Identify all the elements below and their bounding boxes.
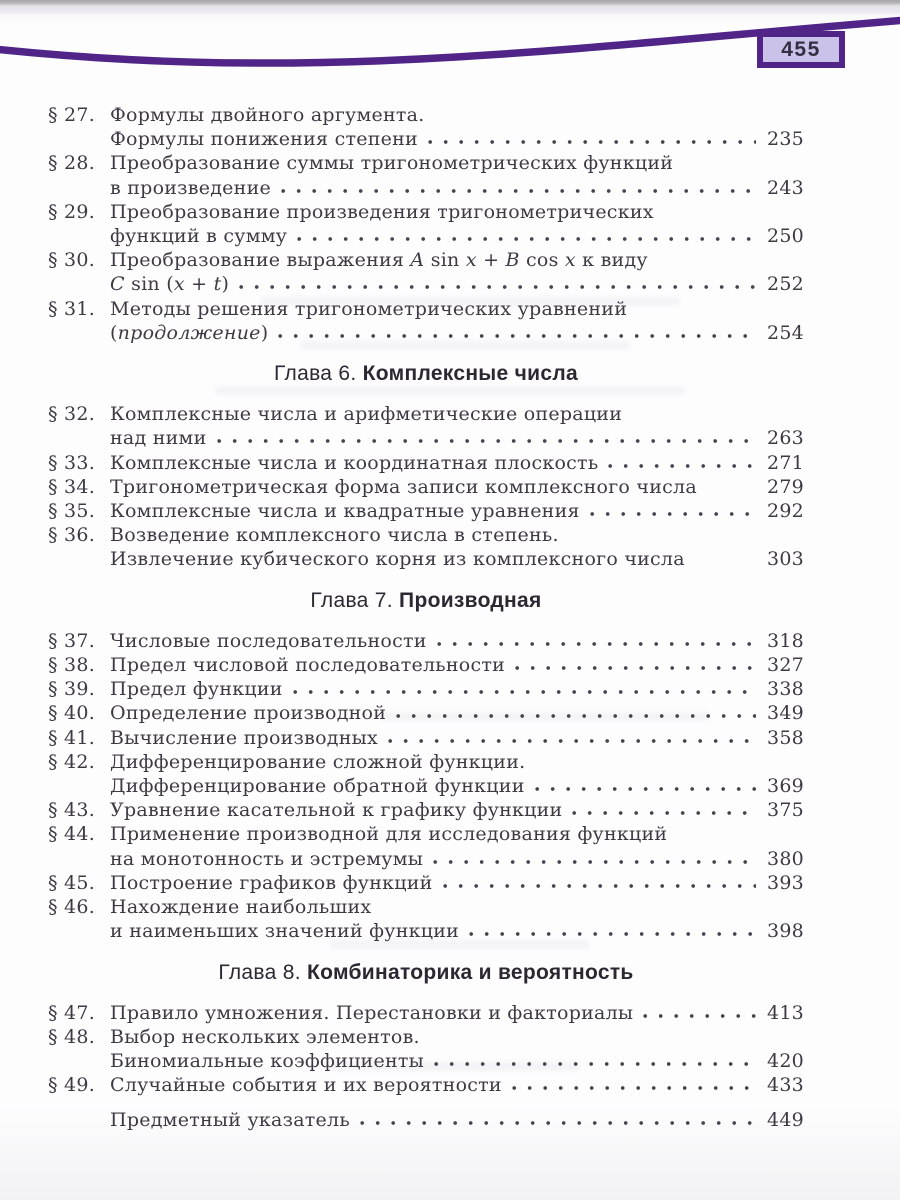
entry-line [110, 1025, 804, 1049]
entry-page-number: 349 [766, 702, 804, 725]
text-segment: ) [260, 321, 269, 344]
text-segment: в произведение [110, 176, 271, 199]
dot-leader [388, 738, 756, 744]
entry-text [110, 127, 418, 151]
text-segment: Выбор нескольких элементов. [110, 1025, 420, 1048]
toc-entry [48, 677, 804, 701]
entry-lines [110, 677, 804, 701]
toc-section [48, 103, 804, 345]
paragraph-label: § 43. [48, 799, 96, 822]
dot-leader [278, 333, 756, 339]
entry-line [110, 547, 804, 571]
text-segment: Преобразование суммы тригонометрических функций [110, 152, 674, 175]
entry-line [110, 523, 804, 547]
entry-page-number: 413 [766, 1001, 804, 1024]
entry-text [110, 451, 598, 475]
entry-line [110, 1073, 804, 1097]
entry-page-number: 271 [766, 451, 804, 474]
paragraph-label: § 47. [48, 1001, 96, 1024]
toc-section [48, 1108, 804, 1132]
paragraph-label: § 42. [48, 750, 96, 773]
dot-leader [396, 713, 756, 719]
dot-leader [590, 511, 756, 517]
entry-text [110, 402, 622, 426]
entry-lines [110, 523, 804, 571]
entry-page-number: 279 [766, 475, 804, 498]
paragraph-label [48, 1108, 110, 1132]
entry-text [110, 176, 271, 200]
entry-text [110, 475, 697, 499]
toc-entry [48, 499, 804, 523]
entry-page-number: 398 [766, 920, 804, 943]
dot-leader [239, 284, 756, 290]
entry-line [110, 919, 804, 943]
dot-leader [360, 1120, 756, 1126]
dot-leader [515, 665, 756, 671]
toc-entry [48, 750, 804, 798]
entry-page-number: 303 [766, 548, 804, 571]
chapter-heading [48, 961, 804, 985]
entry-lines [110, 798, 804, 822]
chapter-title: Комбинаторика и вероятность [306, 960, 634, 984]
entry-lines [110, 1073, 804, 1097]
paragraph-label: § 27. [48, 104, 96, 126]
entry-line [110, 726, 804, 750]
text-segment: Преобразование произведения тригонометрических [110, 200, 654, 223]
text-segment: t [213, 273, 222, 296]
toc-entry [48, 475, 804, 499]
toc-section [48, 362, 804, 572]
chapter-heading [48, 589, 804, 613]
text-segment: Уравнение касательной к графику функции [110, 799, 563, 822]
entry-line [110, 451, 804, 475]
text-segment: A [410, 249, 425, 272]
entry-line [110, 774, 804, 798]
entry-line [110, 103, 804, 127]
paragraph-label: § 45. [48, 871, 96, 894]
toc-entry [48, 451, 804, 475]
chapter-prefix: Глава 8. [218, 960, 301, 984]
dot-leader [433, 859, 756, 865]
text-segment: x [465, 249, 477, 272]
text-segment: Числовые последовательности [110, 629, 427, 652]
entry-lines [110, 475, 804, 499]
text-segment: Предел функции [110, 678, 283, 701]
text-segment: Тригонометрическая форма записи комплексного числа [110, 475, 697, 498]
entry-text [110, 200, 654, 224]
entry-lines [110, 653, 804, 677]
chapter-prefix: Глава 7. [310, 588, 393, 612]
chapter-title: Производная [399, 588, 542, 612]
entry-line [110, 321, 804, 345]
entry-page-number: 235 [766, 128, 804, 151]
entry-text [110, 847, 423, 871]
entry-page-number: 250 [766, 225, 804, 248]
toc-section [48, 589, 804, 944]
entry-text [110, 272, 229, 296]
entry-text [110, 103, 425, 127]
paragraph-label: § 37. [48, 629, 96, 652]
entry-line [110, 1049, 804, 1073]
toc-entry [48, 103, 804, 151]
toc-entry [48, 523, 804, 571]
toc-entry [48, 798, 804, 822]
text-segment: над ними [110, 427, 207, 450]
paragraph-label: § 41. [48, 726, 96, 749]
text-segment: продолжение [117, 321, 261, 344]
entry-lines [110, 822, 804, 870]
entry-line [110, 1001, 804, 1025]
text-segment: C [110, 273, 125, 296]
text-segment: Дифференцирование обратной функции [110, 775, 525, 798]
entry-text [110, 919, 459, 943]
paragraph-label: § 39. [48, 678, 96, 701]
text-segment: Биномиальные коэффициенты [110, 1050, 425, 1073]
entry-line [110, 1108, 804, 1132]
dot-leader [572, 810, 756, 816]
entry-text [110, 297, 627, 321]
entry-text [110, 224, 287, 248]
toc-entry [48, 895, 804, 943]
toc-entry [48, 701, 804, 725]
entry-line [110, 402, 804, 426]
text-segment: Предел числовой последовательности [110, 654, 506, 677]
toc-entry [48, 726, 804, 750]
entry-text [110, 523, 559, 547]
text-segment: Нахождение наибольших [110, 896, 372, 919]
text-segment: Определение производной [110, 702, 387, 725]
dot-leader [293, 689, 756, 695]
paragraph-label: § 44. [48, 823, 96, 846]
text-segment: и наименьших значений функции [110, 920, 460, 943]
entry-page-number: 243 [766, 176, 804, 199]
entry-page-number: 375 [766, 799, 804, 822]
paragraph-label: § 28. [48, 152, 96, 175]
entry-lines [110, 499, 804, 523]
entry-page-number: 380 [766, 847, 804, 870]
entry-text [110, 1073, 502, 1097]
entry-line [110, 475, 804, 499]
dot-leader [643, 1013, 756, 1019]
entry-line [110, 629, 804, 653]
toc-entry [48, 1108, 804, 1132]
paragraph-label: § 32. [48, 403, 96, 426]
toc-section [48, 961, 804, 1098]
dot-leader [428, 139, 756, 145]
entry-lines [110, 151, 804, 199]
entry-lines [110, 895, 804, 943]
text-segment: Построение графиков функций [110, 871, 433, 894]
entry-lines [110, 726, 804, 750]
entry-line [110, 750, 804, 774]
paragraph-label: § 31. [48, 297, 96, 320]
entry-text [110, 426, 207, 450]
entry-page-number: 358 [766, 726, 804, 749]
paragraph-label: § 48. [48, 1025, 96, 1048]
entry-page-number: 263 [766, 427, 804, 450]
entry-lines [110, 1001, 804, 1025]
paragraph-label: § 34. [48, 475, 96, 498]
text-segment: ( [110, 321, 118, 344]
entry-lines [110, 248, 804, 296]
leader-spacer [695, 559, 756, 565]
page-number: 455 [781, 37, 821, 61]
page-number-badge [757, 31, 845, 68]
text-segment: + [476, 249, 506, 272]
entry-line [110, 653, 804, 677]
entry-lines [110, 200, 804, 248]
text-segment: B [505, 249, 520, 272]
text-segment: cos [519, 249, 565, 272]
paragraph-label: § 35. [48, 500, 96, 523]
entry-lines [110, 629, 804, 653]
entry-line [110, 151, 804, 175]
text-segment: + [184, 273, 214, 296]
paragraph-label: § 46. [48, 896, 96, 919]
paragraph-label: § 38. [48, 654, 96, 677]
text-segment: Дифференцирование сложной функции. [110, 750, 526, 773]
entry-lines [110, 297, 804, 345]
toc-entry [48, 822, 804, 870]
entry-page-number: 327 [766, 654, 804, 677]
entry-page-number: 292 [766, 500, 804, 523]
entry-text [110, 547, 685, 571]
paragraph-label: § 33. [48, 451, 96, 474]
paragraph-label: § 40. [48, 702, 96, 725]
chapter-prefix: Глава 6. [274, 362, 357, 386]
entry-line [110, 822, 804, 846]
dot-leader [469, 931, 756, 937]
entry-text [110, 499, 580, 523]
dot-leader [281, 188, 756, 194]
text-segment: Формулы двойного аргумента. [110, 104, 425, 126]
dot-leader [217, 438, 757, 444]
entry-text [110, 750, 525, 774]
entry-lines [110, 750, 804, 798]
toc-entry [48, 1001, 804, 1025]
entry-line [110, 248, 804, 272]
entry-lines [110, 402, 804, 450]
text-segment: Вычисление производных [110, 726, 379, 749]
entry-page-number: 433 [766, 1074, 804, 1097]
entry-page-number: 338 [766, 678, 804, 701]
entry-line [110, 200, 804, 224]
entry-text [110, 248, 648, 272]
entry-page-number: 254 [766, 321, 804, 344]
entry-text [110, 629, 427, 653]
leader-spacer [707, 487, 756, 493]
text-segment: на монотонность и эстремумы [110, 847, 424, 870]
table-of-contents [48, 103, 804, 1132]
entry-line [110, 701, 804, 725]
entry-text [110, 321, 268, 345]
text-segment: x [564, 249, 576, 272]
entry-text [110, 677, 283, 701]
entry-text [110, 653, 505, 677]
entry-line [110, 677, 804, 701]
dot-leader [297, 236, 756, 242]
chapter-title: Комплексные числа [362, 362, 578, 386]
toc-entry [48, 200, 804, 248]
text-segment: Предметный указатель [110, 1108, 350, 1131]
entry-lines [110, 871, 804, 895]
entry-line [110, 847, 804, 871]
text-segment: Формулы понижения степени [110, 128, 418, 151]
text-segment: функций в сумму [110, 225, 288, 248]
entry-line [110, 895, 804, 919]
dot-leader [535, 786, 756, 792]
entry-line [110, 127, 804, 151]
entry-page-number: 420 [766, 1050, 804, 1073]
entry-page-number: 393 [766, 871, 804, 894]
entry-text [110, 1049, 424, 1073]
entry-lines [110, 1025, 804, 1073]
entry-line [110, 871, 804, 895]
entry-lines [110, 451, 804, 475]
entry-text [110, 895, 371, 919]
entry-page-number: 369 [766, 775, 804, 798]
entry-text [110, 1001, 633, 1025]
toc-entry [48, 653, 804, 677]
entry-text [110, 1108, 350, 1132]
entry-page-number: 252 [766, 273, 804, 296]
entry-text [110, 726, 378, 750]
text-segment: Преобразование выражения [110, 249, 411, 272]
toc-entry [48, 297, 804, 345]
text-segment: Извлечение кубического корня из комплексного числа [110, 548, 685, 571]
text-segment: Комплексные числа и квадратные уравнения [110, 500, 580, 523]
paragraph-label: § 49. [48, 1074, 96, 1097]
text-segment: Возведение комплексного числа в степень. [110, 524, 559, 547]
dot-leader [608, 463, 756, 469]
paragraph-label: § 29. [48, 200, 96, 223]
entry-lines [110, 1108, 804, 1132]
text-segment: Комплексные числа и координатная плоскость [110, 451, 599, 474]
text-segment: Правило умножения. Перестановки и факториалы [110, 1001, 634, 1024]
entry-text [110, 774, 525, 798]
toc-entry [48, 871, 804, 895]
toc-entry [48, 1025, 804, 1073]
text-segment: sin ( [124, 273, 174, 296]
dot-leader [437, 641, 756, 647]
text-segment: x [173, 273, 185, 296]
entry-page-number: 318 [766, 629, 804, 652]
entry-text [110, 822, 667, 846]
text-segment: Случайные события и их вероятности [110, 1074, 502, 1097]
paragraph-label: § 30. [48, 249, 96, 272]
text-segment: Применение производной для исследования функций [110, 823, 668, 846]
entry-line [110, 798, 804, 822]
entry-line [110, 224, 804, 248]
toc-entry [48, 402, 804, 450]
chapter-heading [48, 362, 804, 386]
entry-text [110, 701, 386, 725]
entry-line [110, 176, 804, 200]
text-segment: Методы решения тригонометрических уравнений [110, 297, 628, 320]
entry-text [110, 871, 433, 895]
entry-line [110, 426, 804, 450]
entry-line [110, 297, 804, 321]
toc-entry [48, 1073, 804, 1097]
entry-text [110, 798, 562, 822]
entry-line [110, 272, 804, 296]
entry-text [110, 1025, 420, 1049]
text-segment: к виду [575, 249, 648, 272]
entry-page-number: 449 [766, 1108, 804, 1131]
paragraph-label: § 36. [48, 524, 96, 547]
entry-lines [110, 103, 804, 151]
toc-entry [48, 629, 804, 653]
dot-leader [443, 883, 756, 889]
dot-leader [512, 1085, 756, 1091]
toc-entry [48, 151, 804, 199]
entry-line [110, 499, 804, 523]
text-segment: Комплексные числа и арифметические операции [110, 403, 623, 426]
dot-leader [434, 1061, 756, 1067]
toc-entry [48, 248, 804, 296]
entry-lines [110, 701, 804, 725]
text-segment: ) [221, 273, 230, 296]
entry-text [110, 151, 673, 175]
text-segment: sin [424, 249, 466, 272]
